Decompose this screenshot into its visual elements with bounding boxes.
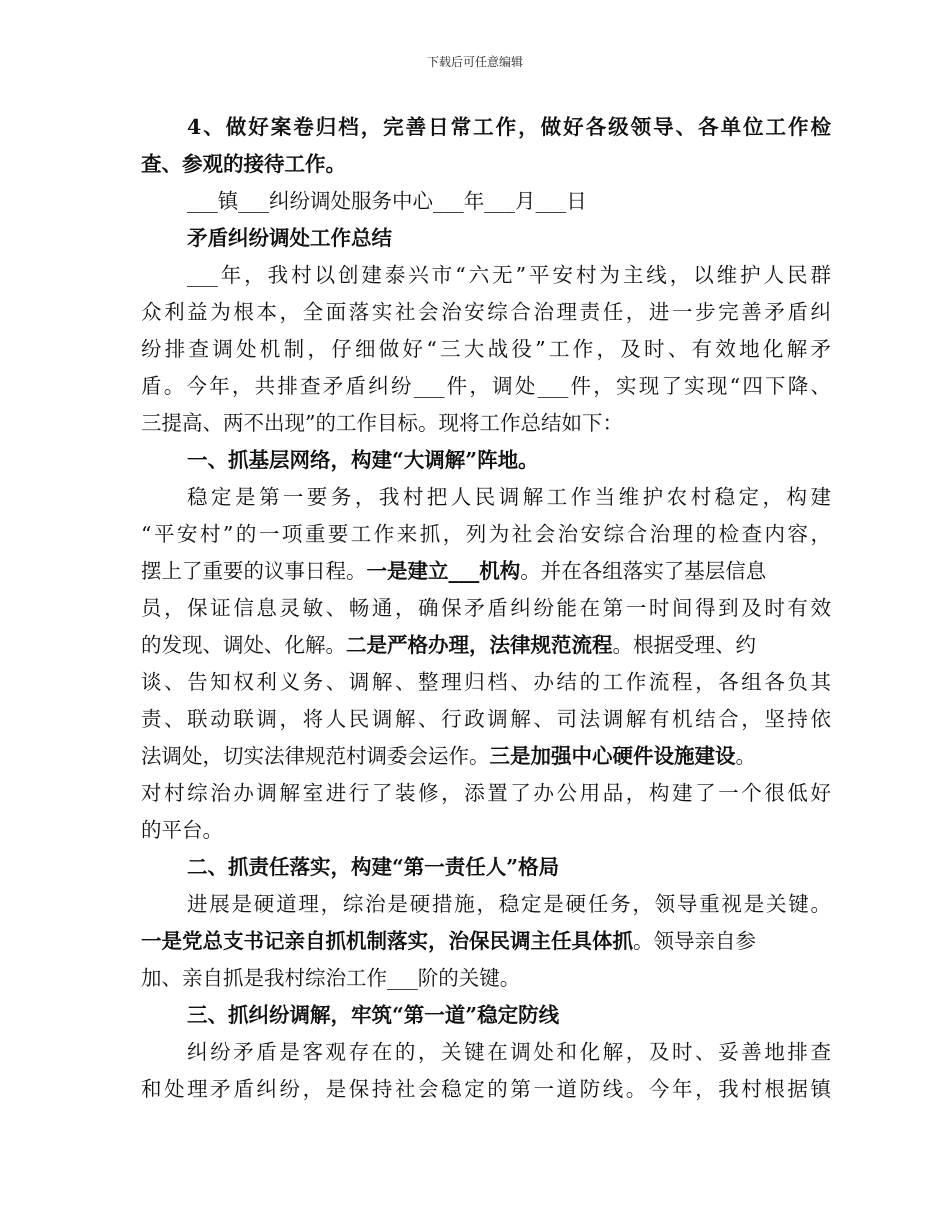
- para-line: 盾。今年，共排查矛盾纠纷___件，调处___件，实现了实现“四下降、: [141, 374, 831, 398]
- page-header: 下载后可任意编辑: [426, 55, 523, 69]
- para-line: 对村综治办调解室进行了装修，添置了办公用品，构建了一个很低好: [141, 781, 831, 805]
- para-line: 纷排查调处机制，仔细做好“三大战役”工作，及时、有效地化解矛: [141, 337, 831, 361]
- para-line: 纠纷矛盾是客观存在的，关键在调处和化解，及时、妥善地排查: [187, 1040, 831, 1064]
- plain-text: 。根据受理、约: [612, 633, 756, 657]
- bold-text: 一是党总支书记亲自抓机制落实，治保民调主任具体抓: [141, 929, 633, 953]
- bold-text: 二是严格办理，法律规范流程: [346, 633, 613, 657]
- plain-text: 。: [735, 744, 756, 768]
- plain-text: 。领导亲自参: [633, 929, 756, 953]
- para-line: [141, 631, 831, 659]
- bold-text: 三是加强中心硬件设施建设: [489, 744, 736, 768]
- plain-text: 摆上了重要的议事日程。: [141, 559, 367, 583]
- section-title: 矛盾纠纷调处工作总结: [187, 226, 392, 250]
- para-line: [141, 557, 831, 585]
- para-line: “平安村”的一项重要工作来抓，列为社会治安综合治理的检查内容，: [141, 522, 831, 546]
- section-heading: 三、抓纠纷调解，牢筑“第一道”稳定防线: [187, 1003, 560, 1027]
- para-line: 稳定是第一要务，我村把人民调解工作当维护农村稳定，构建: [187, 485, 831, 509]
- para-line: 责、联动联调，将人民调解、行政调解、司法调解有机结合，坚持依: [141, 707, 831, 731]
- plain-text: 。并在各组落实了基层信息: [520, 559, 767, 583]
- para-line: 和处理矛盾纠纷，是保持社会稳定的第一道防线。今年，我村根据镇: [141, 1077, 831, 1101]
- signature-line: ___镇___纠纷调处服务中心___年___月___日: [187, 189, 587, 213]
- para-line: 的平台。: [141, 818, 223, 842]
- para-line: 4、做好案卷归档，完善日常工作，做好各级领导、各单位工作检: [187, 115, 831, 139]
- section-heading: 二、抓责任落实，构建“第一责任人”格局: [187, 855, 560, 879]
- para-line: [141, 927, 831, 955]
- para-line: 众利益为根本，全面落实社会治安综合治理责任，进一步完善矛盾纠: [141, 300, 831, 324]
- para-line: 谈、告知权利义务、调解、整理归档、办结的工作流程，各组各负其: [141, 670, 831, 694]
- para-line: 查、参观的接待工作。: [141, 152, 346, 176]
- section-heading: 一、抓基层网络，构建“大调解”阵地。: [187, 448, 539, 472]
- para-line: ___年，我村以创建泰兴市“六无”平安村为主线，以维护人民群: [187, 263, 831, 287]
- para-line: 进展是硬道理，综治是硬措施，稳定是硬任务，领导重视是关键。: [187, 892, 831, 916]
- plain-text: 法调处，切实法律规范村调委会运作。: [141, 744, 490, 768]
- para-line: 员，保证信息灵敏、畅通，确保矛盾纠纷能在第一时间得到及时有效: [141, 596, 831, 620]
- bold-text: 一是建立___机构: [366, 559, 521, 583]
- plain-text: 的发现、调处、化解。: [141, 633, 346, 657]
- para-line: 三提高、两不出现”的工作目标。现将工作总结如下：: [141, 411, 623, 435]
- para-line: [141, 742, 831, 770]
- para-line: 加、亲自抓是我村综治工作___阶的关键。: [141, 966, 521, 990]
